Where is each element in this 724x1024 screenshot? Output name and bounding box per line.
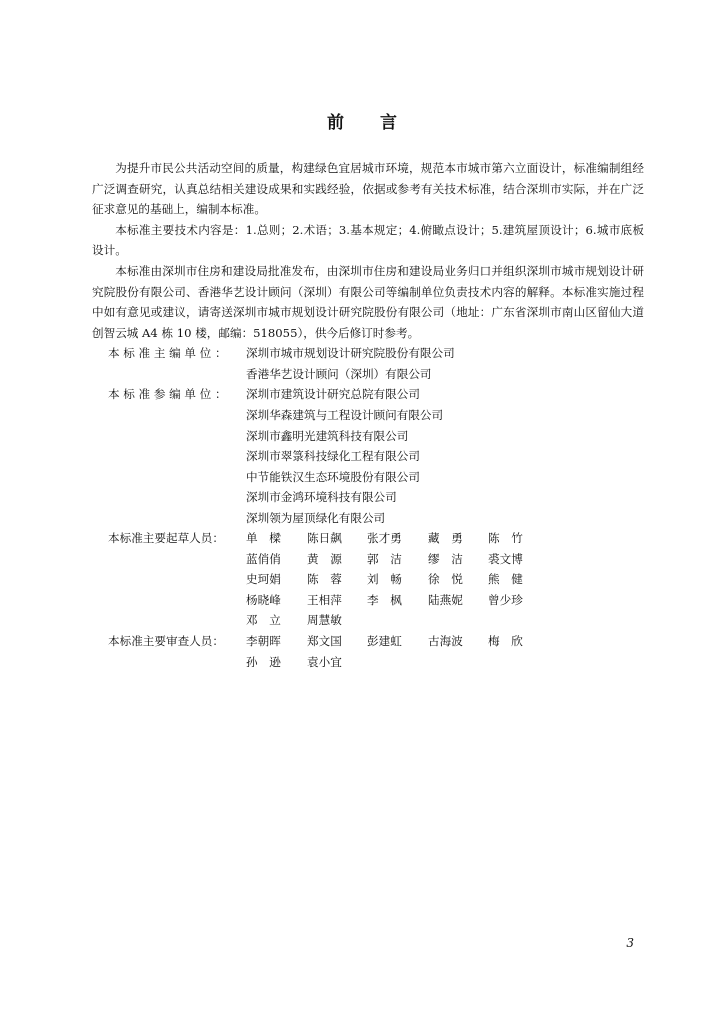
drafter-name: 史珂娟 <box>246 572 281 586</box>
reviewer-name: 袁小宜 <box>307 655 342 669</box>
chief-units-label: 本 标 准 主 编 单 位 ： <box>108 346 227 360</box>
drafter-name: 李 枫 <box>367 593 402 607</box>
drafter-name: 藏 勇 <box>428 531 463 545</box>
drafter-name: 陈 竹 <box>488 531 523 545</box>
drafter-name: 徐 悦 <box>428 572 463 586</box>
drafter-name: 缪 洁 <box>428 552 463 566</box>
chief-unit-item: 香港华艺设计顾问（深圳）有限公司 <box>246 367 432 381</box>
drafter-name: 杨晓峰 <box>246 593 281 607</box>
participating-unit-item: 深圳领为屋顶绿化有限公司 <box>246 511 386 525</box>
page-number: 3 <box>626 936 634 950</box>
drafter-name: 郭 洁 <box>367 552 402 566</box>
reviewer-name: 郑文国 <box>307 634 342 648</box>
drafter-name: 陆燕妮 <box>428 593 463 607</box>
participating-unit-item: 深圳市鑫明光建筑科技有限公司 <box>246 429 409 443</box>
participating-unit-item: 深圳市金鸿环境科技有限公司 <box>246 490 397 504</box>
participating-units-label: 本 标 准 参 编 单 位 ： <box>108 387 227 401</box>
participating-unit-item: 中节能铁汉生态环境股份有限公司 <box>246 470 420 484</box>
drafter-name: 黄 源 <box>307 552 342 566</box>
drafters-label: 本标准主要起草人员： <box>108 531 224 545</box>
drafter-name: 陈日飙 <box>307 531 342 545</box>
drafter-name: 单 樑 <box>246 531 281 545</box>
drafter-name: 周慧敏 <box>307 613 342 627</box>
page-title <box>0 108 724 133</box>
title-char-1: 前 <box>327 113 344 133</box>
reviewer-name: 古海波 <box>428 634 463 648</box>
paragraph-contents: 本标准主要技术内容是：1.总则；2.术语；3.基本规定；4.俯瞰点设计；5.建筑屋顶设计；6.城市底板设计。 <box>92 222 644 258</box>
paragraph-publication: 本标准由深圳市住房和建设局批准发布，由深圳市住房和建设局业务归口并组织深圳市城市规划设计研究院股份有限公司、香港华艺设计顾问（深圳）有限公司等编制单位负责技术内容的解释。本标准实施过程中如有意见或建议，请寄送深圳市城市规划设计研究院股份有限公司（地址：广东省深圳市南山区留仙大道创智云城 A4 栋 10 楼，邮编：518055），供今后修订时参考。 <box>92 263 644 340</box>
participating-unit-item: 深圳市翠箓科技绿化工程有限公司 <box>246 449 420 463</box>
reviewer-name: 孙 逊 <box>246 655 281 669</box>
drafter-name: 刘 畅 <box>367 572 402 586</box>
reviewers-label: 本标准主要审查人员： <box>108 634 224 648</box>
participating-unit-item: 深圳华森建筑与工程设计顾问有限公司 <box>246 408 444 422</box>
drafter-name: 陈 蓉 <box>307 572 342 586</box>
drafter-name: 邓 立 <box>246 613 281 627</box>
drafter-name: 张才勇 <box>367 531 402 545</box>
preface-body <box>92 158 644 343</box>
drafter-name: 裘文博 <box>488 552 523 566</box>
title-char-2: 言 <box>380 113 397 133</box>
reviewer-name: 彭建虹 <box>367 634 402 648</box>
drafter-name: 熊 健 <box>488 572 523 586</box>
drafter-name: 蓝俏俏 <box>246 552 281 566</box>
chief-unit-item: 深圳市城市规划设计研究院股份有限公司 <box>246 346 455 360</box>
participating-unit-item: 深圳市建筑设计研究总院有限公司 <box>246 387 420 401</box>
drafter-name: 曾少珍 <box>488 593 523 607</box>
reviewer-name: 梅 欣 <box>488 634 523 648</box>
drafter-name: 王相萍 <box>307 593 342 607</box>
reviewer-name: 李朝晖 <box>246 634 281 648</box>
paragraph-purpose: 为提升市民公共活动空间的质量，构建绿色宜居城市环境，规范本市城市第六立面设计，标准编制组经广泛调查研究，认真总结相关建设成果和实践经验，依据或参考有关技术标准，结合深圳市实际，并在广泛征求意见的基础上，编制本标准。 <box>92 161 644 217</box>
